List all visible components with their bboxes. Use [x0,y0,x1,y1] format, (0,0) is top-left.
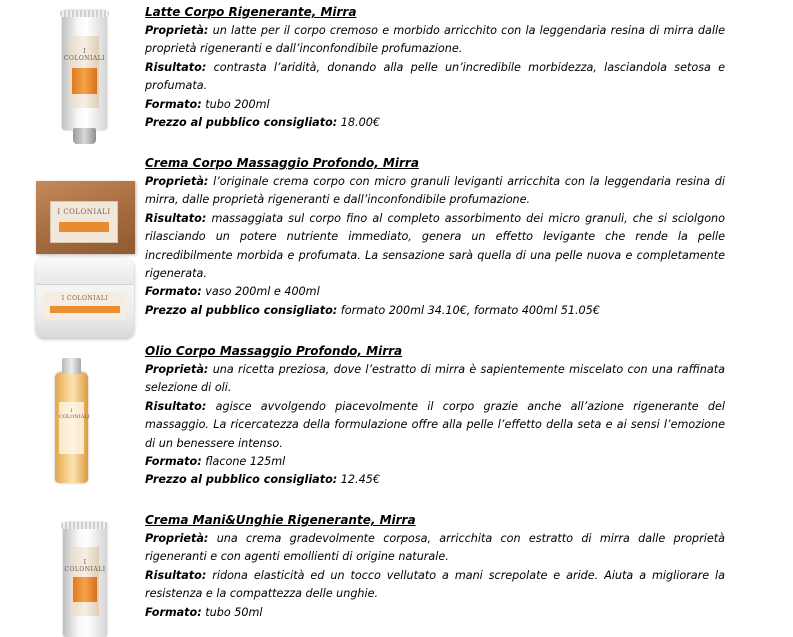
product-crema-corpo [145,155,725,320]
product-result: Risultato: contrasta l’aridità, donando alla pelle un’incredibile morbidezza, lasciandola setosa e profumata. [145,60,725,93]
product-title: Crema Mani&Unghie Rigenerante, Mirra [145,513,416,527]
product-title: Crema Corpo Massaggio Profondo, Mirra [145,156,419,170]
brand-logo: I COLONIALI [61,295,109,302]
product-title: Olio Corpo Massaggio Profondo, Mirra [145,344,403,358]
brand-logo: I COLONIALI [59,408,90,420]
product-format: Formato: vaso 200ml e 400ml [145,285,320,299]
brand-logo: I COLONIALI [64,558,106,573]
product-format: Formato: flacone 125ml [145,455,286,469]
product-result: Risultato: ridona elasticità ed un tocco vellutato a mani screpolate e aride. Aiuta a migliorare la resistenza e la compattezza delle unghie. [145,568,726,601]
product-description: Proprietà: una ricetta preziosa, dove l’estratto di mirra è sapientemente miscelato con una raffinata selezione di oli. [145,363,725,395]
product-price: Prezzo al pubblico consigliato: 18.00€ [145,116,380,130]
product-crema-mani [145,512,725,622]
product-title: Latte Corpo Rigenerante, Mirra [145,5,357,19]
product-olio-corpo [145,343,725,490]
product-price: Prezzo al pubblico consigliato: formato 200ml 34.10€, formato 400ml 51.05€ [145,303,600,317]
brand-logo: I COLONIALI [57,208,111,216]
product-description: Proprietà: un latte per il corpo cremoso e morbido arricchito con la leggendaria resina di mirra dalle proprietà rigeneranti e dall’inconfondibile profumazione. [145,24,725,56]
product-format: Formato: tubo 50ml [145,605,263,619]
product-description: Proprietà: l’originale crema corpo con micro granuli leviganti arricchita con la leggendaria resina di mirra, dalle proprietà rigeneranti e dall’inconfondibile profumazione. [145,175,726,207]
product-result: Risultato: massaggiata sul corpo fino al completo assorbimento dei micro granuli, che si sciolgono rilasciando un potere nutriente immediato, genera un effetto levigante che rende la pelle incredibilmente morbida e profumata. La sensazione sarà quella di una pelle nuova e completamente rigenerata. [145,211,725,281]
product-price: Prezzo al pubblico consigliato: 12.45€ [145,473,380,487]
brand-logo: I COLONIALI [63,48,106,63]
product-result: Risultato: agisce avvolgendo piacevolmente il corpo grazie anche all’azione rigenerante del massaggio. La ricercatezza della formulazione offre alla pelle l’effetto della seta e ai sensi l’emozione di un benessere intenso. [145,399,725,450]
product-format: Formato: tubo 200ml [145,97,270,111]
product-description: Proprietà: una crema gradevolmente corposa, arricchita con estratto di mirra dalle proprietà rigeneranti e con agenti emollienti di origine naturale. [145,532,725,564]
product-latte-corpo [145,4,725,132]
